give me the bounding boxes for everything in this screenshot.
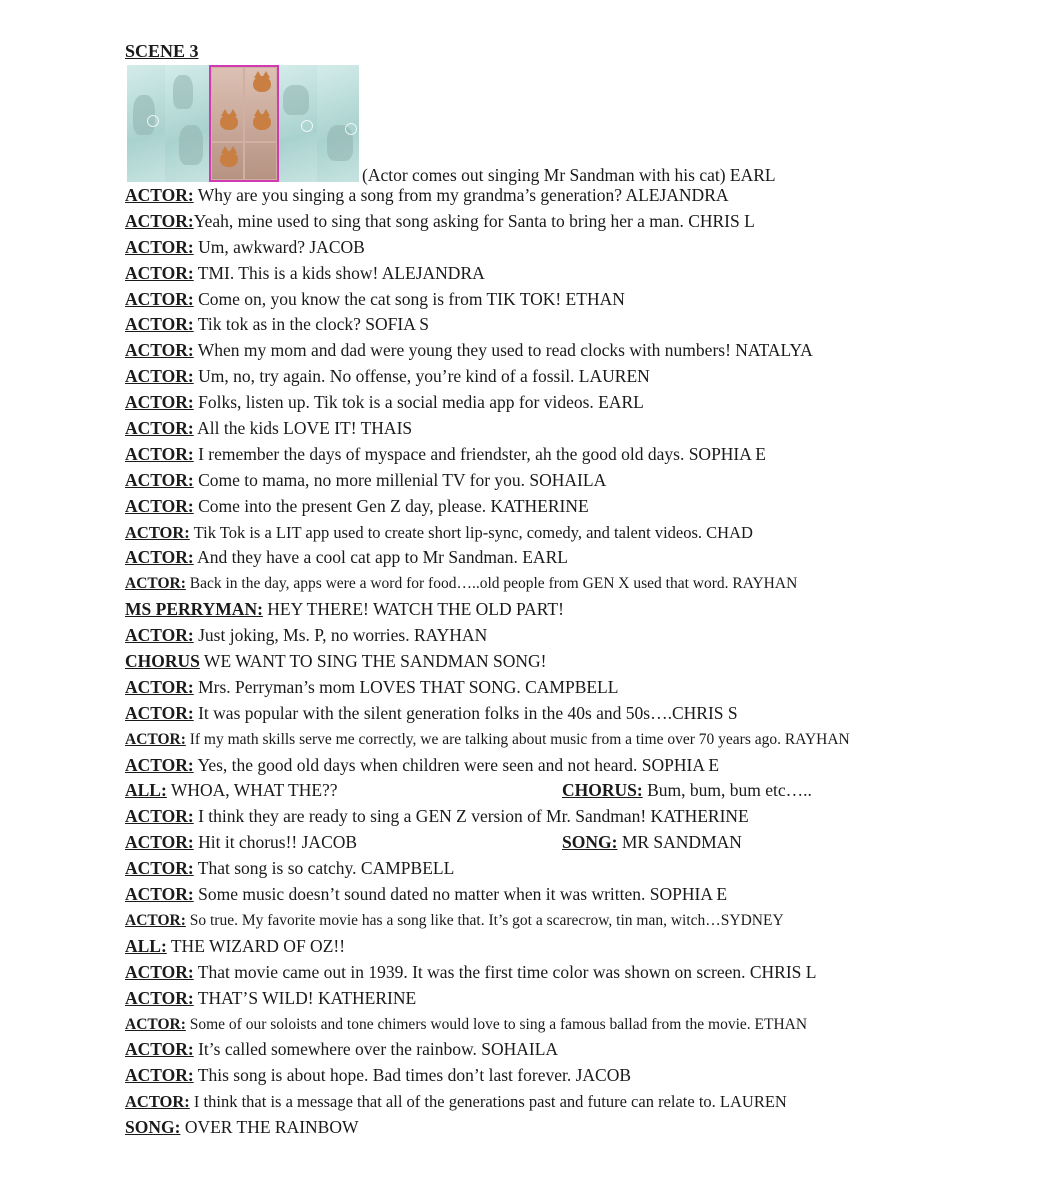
dialogue-line (125, 804, 1025, 830)
dialogue-text: Mrs. Perryman’s mom LOVES THAT SONG. CAMPBELL (193, 676, 619, 697)
dialogue-line (125, 390, 1025, 416)
speaker-label: ACTOR: (125, 832, 194, 853)
speaker-label: ACTOR: (125, 911, 186, 929)
cat-icon (220, 151, 238, 167)
cat-icon (220, 114, 238, 130)
script-page (125, 40, 1025, 1141)
dialogue-text: Come into the present Gen Z day, please. KATHERINE (193, 495, 589, 516)
dialogue-line (125, 882, 1025, 908)
dialogue-line (125, 1037, 1025, 1063)
speaker-label: ACTOR: (125, 547, 194, 568)
dialogue-text: And they have a cool cat app to Mr Sandman. EARL (193, 547, 568, 568)
speaker-label: ACTOR: (125, 676, 194, 697)
speaker-label: ACTOR: (125, 418, 194, 439)
dialogue-text: WE WANT TO SING THE SANDMAN SONG! (199, 651, 547, 672)
speaker-label: ACTOR: (125, 288, 194, 309)
dialogue-text: Come on, you know the cat song is from TIK TOK! ETHAN (193, 288, 625, 309)
dialogue-line (125, 209, 1025, 235)
dialogue-text: Folks, listen up. Tik tok is a social media app for videos. EARL (193, 392, 644, 413)
dialogue-line (125, 545, 1025, 571)
dialogue-line (125, 1063, 1025, 1089)
dialogue-text: That movie came out in 1939. It was the first time color was shown on screen. CHRIS L (193, 961, 817, 982)
dialogue-line (125, 830, 1025, 856)
dialogue-text: I remember the days of myspace and friendster, ah the good old days. SOPHIA E (193, 443, 766, 464)
speaker-label: ACTOR: (125, 314, 194, 335)
cat-icon (253, 76, 271, 92)
speaker-label: ACTOR: (125, 987, 194, 1008)
speaker-label: MS PERRYMAN: (125, 599, 263, 620)
speaker-label: ACTOR: (125, 625, 194, 646)
dialogue-line (125, 468, 1025, 494)
selected-video-panel (209, 65, 279, 182)
dialogue-text: MR SANDMAN (617, 832, 742, 853)
dialogue-text: I think they are ready to sing a GEN Z version of Mr. Sandman! KATHERINE (193, 806, 749, 827)
video-panel-2 (165, 65, 209, 182)
speaker-label: ACTOR: (125, 1039, 194, 1060)
dialogue-line (125, 856, 1025, 882)
dialogue-text: Back in the day, apps were a word for food…..old people from GEN X used that word. RAYHAN (185, 575, 798, 593)
speaker-label: ACTOR: (125, 884, 194, 905)
dialogue-line (125, 261, 1025, 287)
video-panel-5 (317, 65, 359, 182)
dialogue-line (125, 597, 1025, 623)
dialogue-text: Just joking, Ms. P, no worries. RAYHAN (193, 625, 488, 646)
speaker-label: ACTOR: (125, 236, 194, 257)
dialogue-text: Bum, bum, bum etc….. (642, 780, 812, 801)
dialogue-text: Some of our soloists and tone chimers would love to sing a famous ballad from the movie. ETHAN (185, 1015, 808, 1033)
video-panel-4 (279, 65, 317, 182)
dialogue-text: Come to mama, no more millenial TV for you. SOHAILA (193, 469, 607, 490)
speaker-label: ACTOR: (125, 340, 194, 361)
dialogue-line (125, 312, 1025, 338)
dialogue-line (125, 960, 1025, 986)
dialogue-text: Hit it chorus!! JACOB (193, 832, 358, 853)
dialogue-line (125, 416, 1025, 442)
dialogue-text: So true. My favorite movie has a song like that. It’s got a scarecrow, tin man, witch…SYDNEY (185, 911, 784, 929)
dialogue-line (125, 701, 1025, 727)
dialogue-line (125, 753, 1025, 779)
dialogue-text: OVER THE RAINBOW (180, 1117, 359, 1138)
speaker-label: ACTOR: (125, 366, 194, 387)
dialogue-line (125, 1012, 1025, 1038)
speaker-label: ACTOR: (125, 806, 194, 827)
speaker-label: ACTOR: (125, 858, 194, 879)
speaker-label: CHORUS: (562, 780, 643, 801)
speaker-label: ACTOR: (125, 702, 194, 723)
dialogue-text: Yes, the good old days when children were seen and not heard. SOPHIA E (193, 754, 720, 775)
dialogue-line (125, 494, 1025, 520)
dialogue-text: THE WIZARD OF OZ!! (166, 935, 346, 956)
dialogue-text: Um, no, try again. No offense, you’re kind of a fossil. LAUREN (193, 366, 650, 387)
dialogue-line (125, 338, 1025, 364)
dialogue-line (125, 778, 1025, 804)
speaker-label: SONG: (562, 832, 618, 853)
dialogue-text: Some music doesn’t sound dated no matter when it was written. SOPHIA E (193, 884, 728, 905)
dialogue-text: THAT’S WILD! KATHERINE (193, 987, 417, 1008)
video-panel-1 (127, 65, 165, 182)
speaker-label: ACTOR: (125, 754, 194, 775)
dialogue-line (125, 908, 1025, 934)
dialogue-text: Um, awkward? JACOB (193, 236, 365, 257)
dialogue-text: It was popular with the silent generation folks in the 40s and 50s….CHRIS S (193, 702, 738, 723)
dialogue-text: Why are you singing a song from my grandma’s generation? ALEJANDRA (193, 185, 729, 205)
dialogue-text: When my mom and dad were young they used to read clocks with numbers! NATALYA (193, 340, 813, 361)
dialogue-line (125, 934, 1025, 960)
opening-stage-direction: (Actor comes out singing Mr Sandman with his cat) EARL (362, 165, 776, 185)
dialogue-text: Tik Tok is a LIT app used to create short lip-sync, comedy, and talent videos. CHAD (189, 522, 753, 542)
dialogue-line (125, 649, 1025, 675)
cat-video-row (125, 65, 1025, 183)
cat-video-collage-image (127, 65, 359, 182)
speaker-label: ACTOR: (125, 392, 194, 413)
dialogue-line (125, 1115, 1025, 1141)
dialogue-line (125, 364, 1025, 390)
dialogue-list (125, 183, 1025, 1141)
speaker-label: ACTOR: (125, 522, 190, 542)
speaker-label: SONG: (125, 1117, 181, 1138)
second-column-cue (562, 830, 742, 856)
dialogue-text: I think that is a message that all of the generations past and future can relate to. LAUREN (189, 1092, 787, 1112)
dialogue-text: HEY THERE! WATCH THE OLD PART! (262, 599, 564, 620)
speaker-label: ALL: (125, 780, 167, 801)
dialogue-text: If my math skills serve me correctly, we are talking about music from a time over 70 years ago. RAYHAN (185, 730, 850, 748)
speaker-label: CHORUS (125, 651, 200, 672)
speaker-label: ACTOR: (125, 185, 194, 205)
dialogue-line (125, 623, 1025, 649)
dialogue-text: That song is so catchy. CAMPBELL (193, 858, 455, 879)
second-column-cue (562, 778, 812, 804)
dialogue-line (125, 1089, 1025, 1115)
speaker-label: ACTOR: (125, 262, 194, 283)
dialogue-line (125, 183, 1025, 209)
speaker-label: ACTOR: (125, 495, 194, 516)
dialogue-line (125, 571, 1025, 597)
dialogue-text: Yeah, mine used to sing that song asking for Santa to bring her a man. CHRIS L (193, 210, 755, 231)
speaker-label: ACTOR: (125, 443, 194, 464)
speaker-label: ALL: (125, 935, 167, 956)
dialogue-text: This song is about hope. Bad times don’t last forever. JACOB (193, 1065, 632, 1086)
scene-title: SCENE 3 (125, 41, 199, 61)
speaker-label: ACTOR: (125, 575, 186, 593)
dialogue-line (125, 442, 1025, 468)
dialogue-line (125, 235, 1025, 261)
speaker-label: ACTOR: (125, 210, 194, 231)
dialogue-text: WHOA, WHAT THE?? (166, 780, 338, 801)
speaker-label: ACTOR: (125, 1092, 190, 1112)
dialogue-line (125, 287, 1025, 313)
dialogue-line (125, 520, 1025, 546)
speaker-label: ACTOR: (125, 1065, 194, 1086)
dialogue-text: It’s called somewhere over the rainbow. SOHAILA (193, 1039, 559, 1060)
dialogue-text: TMI. This is a kids show! ALEJANDRA (193, 262, 485, 283)
cat-icon (253, 114, 271, 130)
dialogue-line (125, 986, 1025, 1012)
dialogue-line (125, 675, 1025, 701)
speaker-label: ACTOR: (125, 961, 194, 982)
dialogue-text: Tik tok as in the clock? SOFIA S (193, 314, 430, 335)
speaker-label: ACTOR: (125, 1015, 186, 1033)
dialogue-text: All the kids LOVE IT! THAIS (193, 418, 413, 439)
speaker-label: ACTOR: (125, 730, 186, 748)
dialogue-line (125, 727, 1025, 753)
speaker-label: ACTOR: (125, 469, 194, 490)
